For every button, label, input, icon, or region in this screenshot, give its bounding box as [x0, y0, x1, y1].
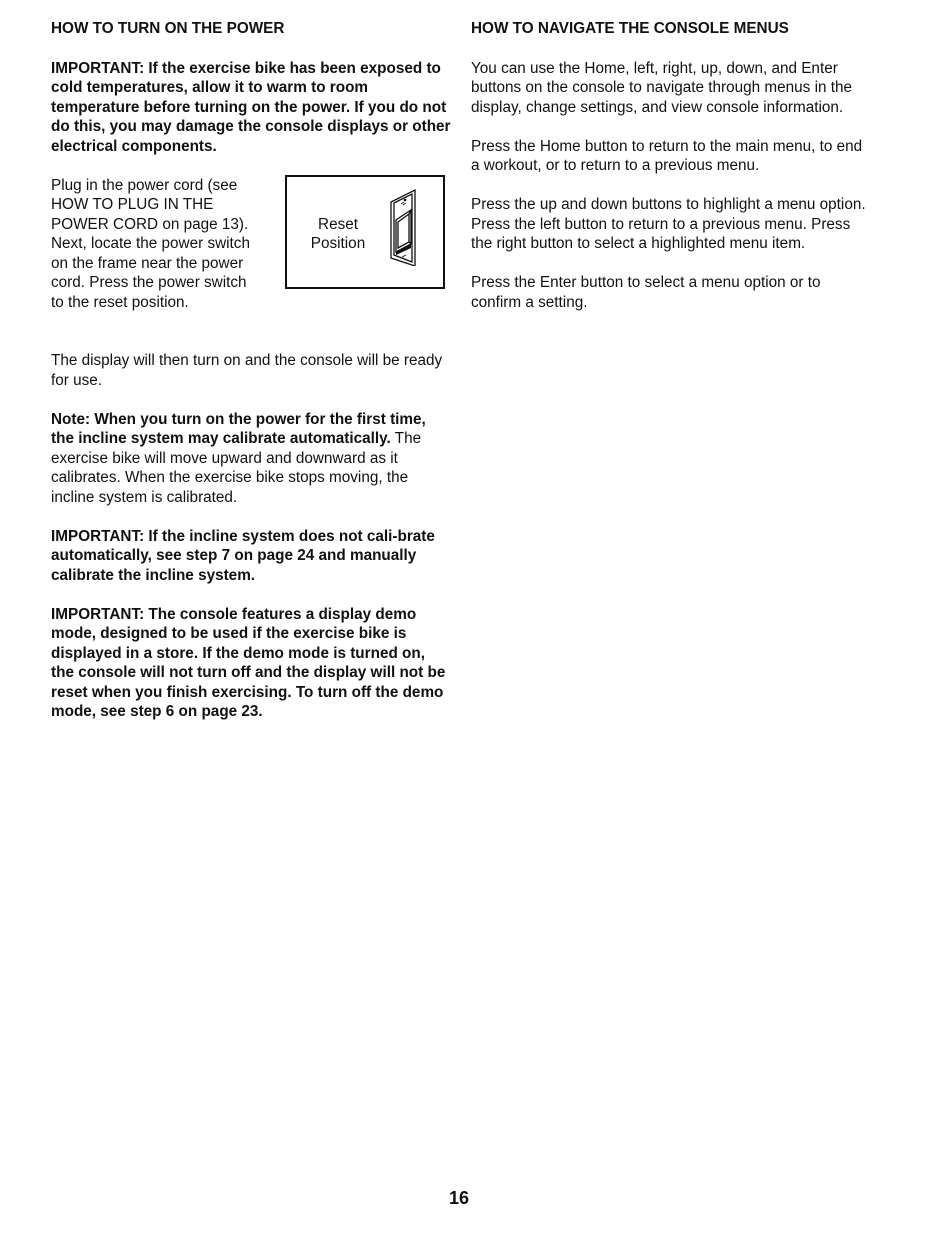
calibration-note-bold: Note: When you turn on the power for the first time, the incline system may calibrate automatically. [51, 410, 426, 447]
page-number-value: 16 [448, 1188, 470, 1208]
figure-label-line2: Position [310, 234, 366, 252]
right-column [471, 19, 871, 332]
home-button-text: Press the Home button to return to the main menu, to end a workout, or to return to a previous menu. [471, 137, 863, 174]
arrow-buttons-text: Press the up and down buttons to highlight a menu option. Press the left button to return to a previous menu. Press the right button to select a highlighted menu item. [471, 196, 866, 252]
power-heading: HOW TO TURN ON THE POWER [51, 20, 285, 37]
calibration-note [51, 410, 451, 508]
figure-label [303, 215, 373, 253]
left-column [51, 19, 451, 741]
display-ready-text: The display will then turn on and the console will be ready for use. [51, 352, 443, 389]
important-calibration: IMPORTANT: If the incline system does not cali-brate automatically, see step 7 on page 24 and manually calibrate the incline system. [51, 527, 435, 584]
important-demo-mode: IMPORTANT: The console features a display demo mode, designed to be used if the exercise bike is displayed in a store. If the demo mode is turned on, the console will not turn off and the display will not be reset when you finish exercising. To turn off the demo mode, see step 6 on page 23. [51, 605, 446, 720]
power-switch-icon [385, 188, 421, 266]
navigate-heading: HOW TO NAVIGATE THE CONSOLE MENUS [471, 20, 789, 37]
reset-position-figure [285, 175, 445, 289]
enter-button-text: Press the Enter button to select a menu option or to confirm a setting. [471, 274, 821, 311]
navigate-intro: You can use the Home, left, right, up, down, and Enter buttons on the console to navigate through menus in the display, change settings, and view console information. [471, 59, 852, 116]
figure-label-line1: Reset [318, 215, 358, 233]
plug-in-section [51, 176, 451, 332]
page-number [0, 1188, 950, 1209]
calibration-note-rest: The exercise bike will move upward and downward as it calibrates. When the exercise bike stops moving, the incline system is calibrated. [51, 430, 422, 506]
important-cold-warning: IMPORTANT: If the exercise bike has been exposed to cold temperatures, allow it to warm to room temperature before turning on the power. If you do not do this, you may damage the console displays or other electrical components. [51, 59, 451, 155]
plug-in-instructions: Plug in the power cord (see HOW TO PLUG IN THE POWER CORD on page 13). Next, locate the power switch on the frame near the power cord. Press the power switch to the reset position. [51, 176, 250, 311]
